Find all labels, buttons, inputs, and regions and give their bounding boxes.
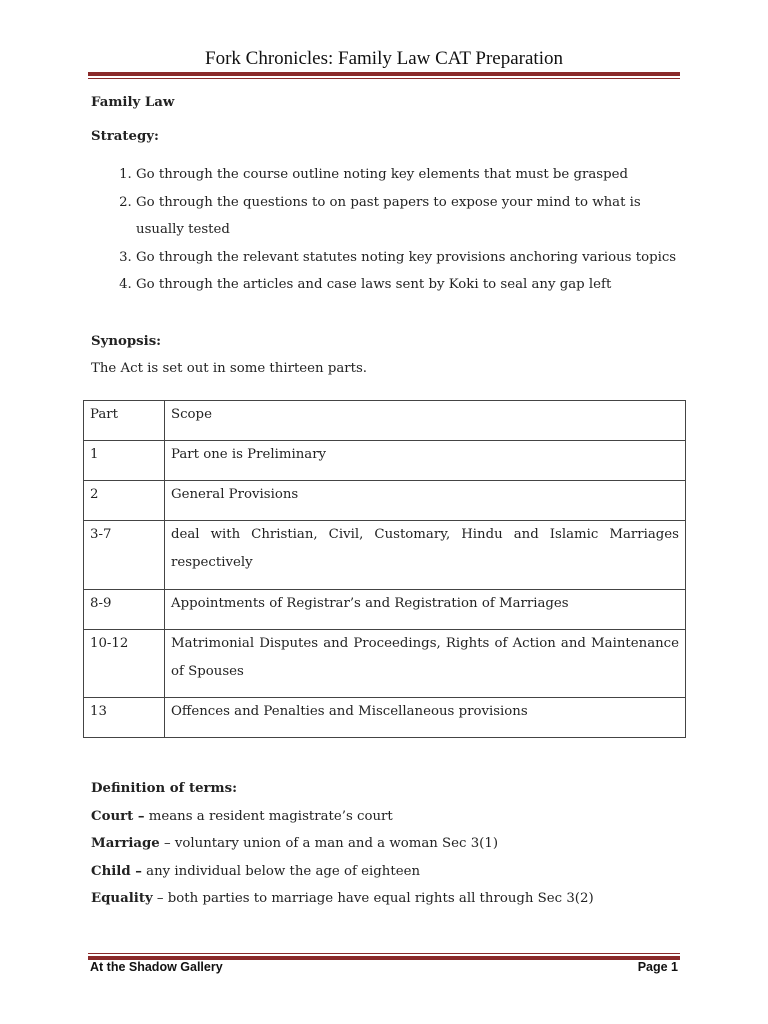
scope-cell: Matrimonial Disputes and Proceedings, Rights of Action and Maintenance of Spouses xyxy=(165,630,686,698)
footer-left-text: At the Shadow Gallery xyxy=(90,960,223,974)
part-cell: 10-12 xyxy=(84,630,165,698)
definition-text: any individual below the age of eighteen xyxy=(141,863,421,879)
definition-text: – voluntary union of a man and a woman Sec 3(1) xyxy=(159,836,499,851)
table-row xyxy=(84,441,686,481)
strategy-item: 4. Go through the articles and case laws sent by Koki to seal any gap left xyxy=(136,271,686,299)
part-cell: 8-9 xyxy=(84,590,165,630)
section-heading: Family Law xyxy=(91,95,175,110)
definition-term: Child – xyxy=(91,863,142,879)
part-cell: 13 xyxy=(84,698,165,738)
synopsis-label: Synopsis: xyxy=(91,334,162,349)
table-row xyxy=(84,590,686,630)
scope-cell: General Provisions xyxy=(165,481,686,521)
table-header-row xyxy=(84,401,686,441)
table-row xyxy=(84,521,686,590)
strategy-item: 2. Go through the questions to on past papers to expose your mind to what is usually tested xyxy=(136,189,686,244)
definition-term: Equality xyxy=(91,891,153,906)
header-rule-thin xyxy=(88,78,680,79)
definition-term: Court – xyxy=(91,808,145,824)
page-number: Page 1 xyxy=(637,960,678,974)
column-header-part: Part xyxy=(84,401,165,441)
definition-text: means a resident magistrate’s court xyxy=(144,808,393,824)
strategy-list xyxy=(91,161,686,299)
part-cell: 2 xyxy=(84,481,165,521)
scope-cell: Part one is Preliminary xyxy=(165,441,686,481)
footer-rule-thin xyxy=(88,953,680,954)
table-row xyxy=(84,481,686,521)
scope-cell: Offences and Penalties and Miscellaneous provisions xyxy=(165,698,686,738)
definition-text: – both parties to marriage have equal rights all through Sec 3(2) xyxy=(152,891,594,906)
strategy-item: 3. Go through the relevant statutes noting key provisions anchoring various topics xyxy=(136,244,686,272)
definition-item xyxy=(91,858,594,886)
table-row xyxy=(84,630,686,698)
part-cell: 1 xyxy=(84,441,165,481)
strategy-label: Strategy: xyxy=(91,129,159,144)
definition-item xyxy=(91,803,594,831)
definitions-section xyxy=(91,775,594,913)
part-cell: 3-7 xyxy=(84,521,165,590)
definition-item xyxy=(91,830,594,858)
scope-cell: Appointments of Registrar’s and Registration of Marriages xyxy=(165,590,686,630)
scope-cell: deal with Christian, Civil, Customary, Hindu and Islamic Marriages respectively xyxy=(165,521,686,590)
parts-table xyxy=(83,400,686,738)
column-header-scope: Scope xyxy=(165,401,686,441)
header-rule-thick xyxy=(88,72,680,76)
table-row xyxy=(84,698,686,738)
definition-item xyxy=(91,885,594,913)
page-header-title: Fork Chronicles: Family Law CAT Preparation xyxy=(205,48,563,69)
definitions-label: Definition of terms: xyxy=(91,781,238,796)
strategy-item: 1. Go through the course outline noting key elements that must be grasped xyxy=(136,161,686,189)
definition-term: Marriage xyxy=(91,836,160,851)
synopsis-intro: The Act is set out in some thirteen parts. xyxy=(91,361,368,376)
